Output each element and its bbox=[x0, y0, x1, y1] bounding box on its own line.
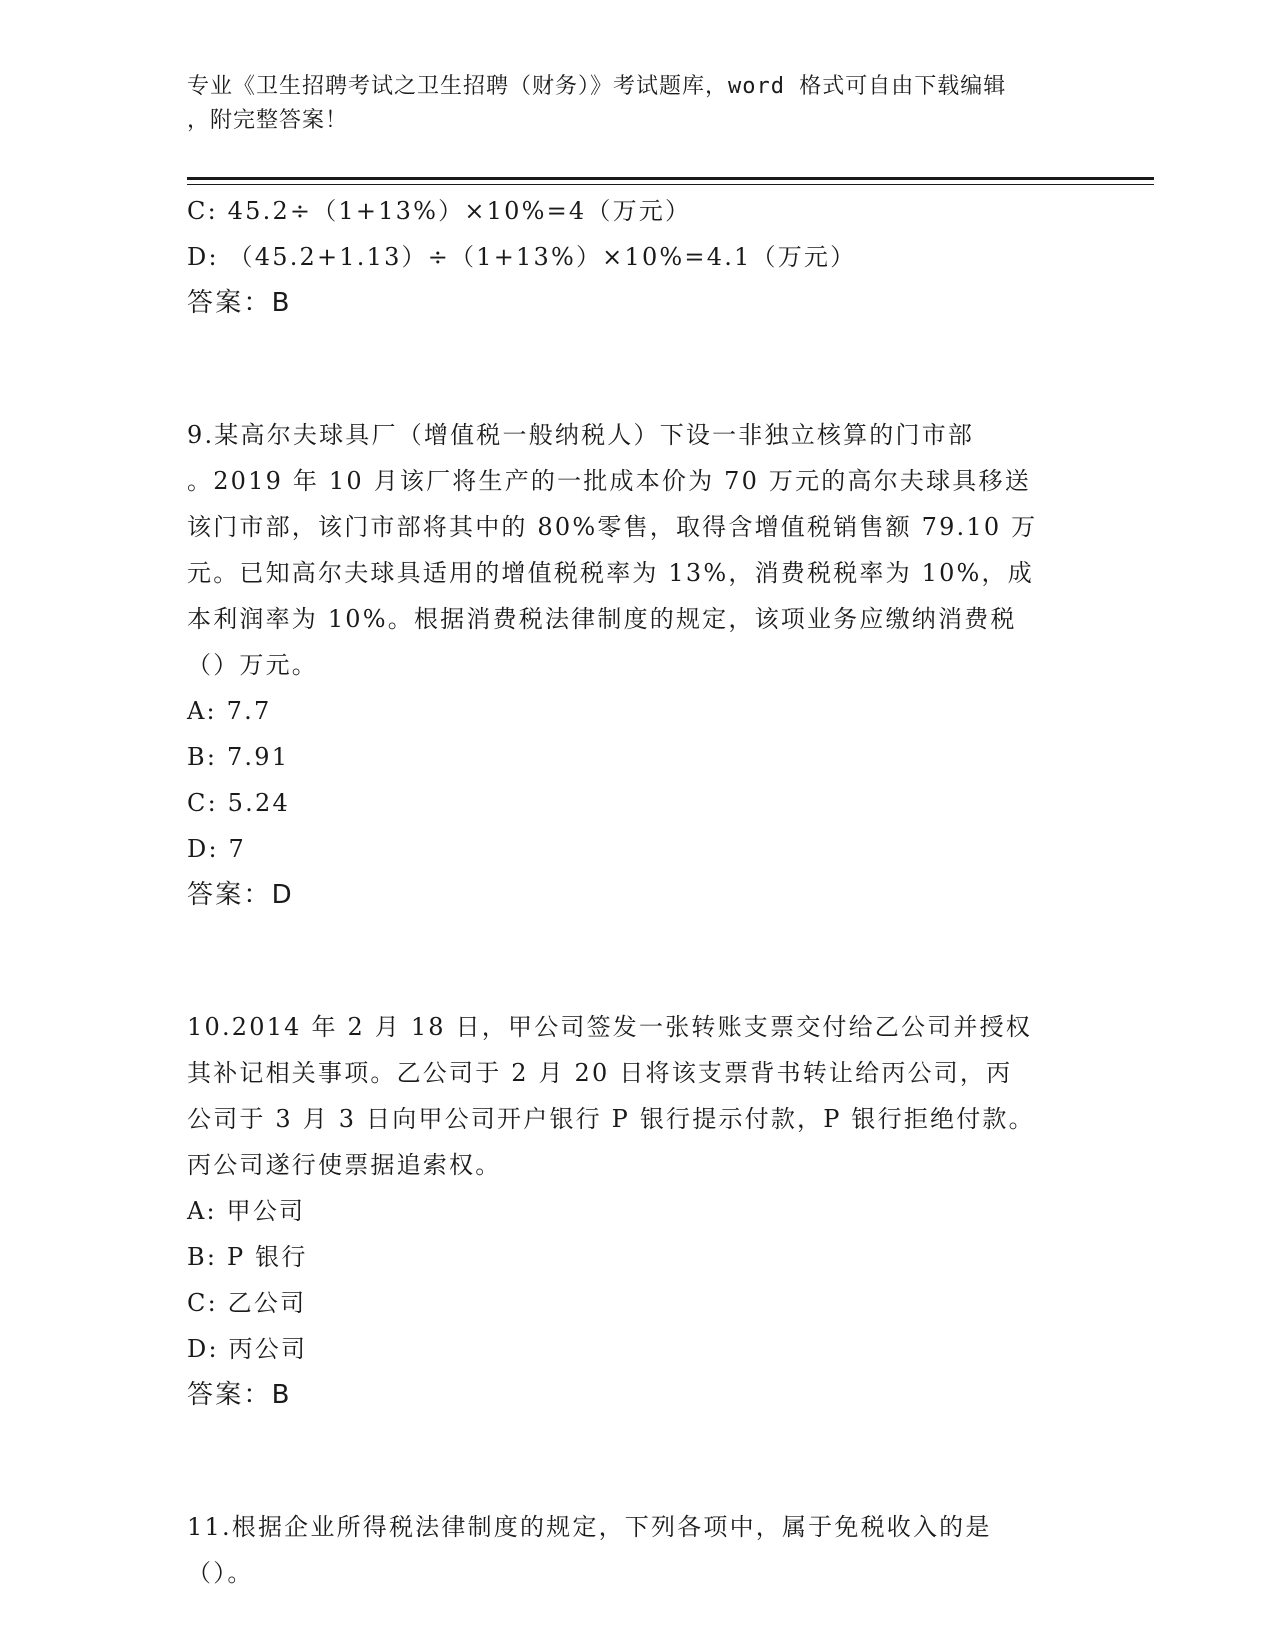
answer-line: 答案：D bbox=[187, 880, 294, 910]
question-9 bbox=[187, 412, 1087, 918]
answer-line: 答案：B bbox=[187, 1380, 292, 1410]
question-gap bbox=[187, 326, 1087, 412]
option-b: B: 7.91 bbox=[187, 743, 290, 771]
question-text-line: 该门市部，该门市部将其中的 80%零售，取得含增值税销售额 79.10 万 bbox=[187, 513, 1038, 541]
option-d: D: 7 bbox=[187, 835, 247, 863]
question-text-line: 11.根据企业所得税法律制度的规定，下列各项中，属于免税收入的是 bbox=[187, 1513, 992, 1541]
option-c: C: 5.24 bbox=[187, 789, 290, 817]
header-rule-thick bbox=[187, 177, 1154, 180]
header-rule-thin bbox=[187, 184, 1154, 185]
question-gap bbox=[187, 918, 1087, 1004]
question-gap bbox=[187, 1418, 1087, 1504]
option-d: D: （45.2+1.13）÷（1+13%）×10%=4.1（万元） bbox=[187, 243, 857, 271]
question-text-line: 10.2014 年 2 月 18 日，甲公司签发一张转账支票交付给乙公司并授权 bbox=[187, 1013, 1032, 1041]
question-11 bbox=[187, 1504, 1087, 1596]
header-line-2: ，附完整答案！ bbox=[187, 108, 349, 133]
answer-line: 答案：B bbox=[187, 288, 292, 318]
option-c: C: 乙公司 bbox=[187, 1289, 307, 1317]
question-text-line: （）万元。 bbox=[187, 651, 318, 679]
question-text-line: 其补记相关事项。乙公司于 2 月 20 日将该支票背书转让给丙公司，丙 bbox=[187, 1059, 1013, 1087]
option-a: A: 甲公司 bbox=[187, 1197, 306, 1225]
document-body bbox=[187, 188, 1087, 1596]
question-10 bbox=[187, 1004, 1087, 1418]
option-b: B: P 银行 bbox=[187, 1243, 308, 1271]
question-text-line: 公司于 3 月 3 日向甲公司开户银行 P 银行提示付款，P 银行拒绝付款。 bbox=[187, 1105, 1035, 1133]
option-d: D: 丙公司 bbox=[187, 1335, 308, 1363]
header-line-1: 专业《卫生招聘考试之卫生招聘（财务）》考试题库，word 格式可自由下载编辑 bbox=[187, 74, 1007, 99]
question-text-line: 。2019 年 10 月该厂将生产的一批成本价为 70 万元的高尔夫球具移送 bbox=[187, 467, 1031, 495]
question-text-line: 本利润率为 10%。根据消费税法律制度的规定，该项业务应缴纳消费税 bbox=[187, 605, 1017, 633]
document-header bbox=[187, 70, 1087, 138]
question-text-line: 丙公司遂行使票据追索权。 bbox=[187, 1151, 502, 1179]
question-text-line: （）。 bbox=[187, 1559, 254, 1587]
option-c: C: 45.2÷（1+13%）×10%=4（万元） bbox=[187, 197, 692, 225]
question-8-tail bbox=[187, 188, 1087, 326]
option-a: A: 7.7 bbox=[187, 697, 272, 725]
question-text-line: 9.某高尔夫球具厂（增值税一般纳税人）下设一非独立核算的门市部 bbox=[187, 421, 975, 449]
question-text-line: 元。已知高尔夫球具适用的增值税税率为 13%，消费税税率为 10%，成 bbox=[187, 559, 1034, 587]
